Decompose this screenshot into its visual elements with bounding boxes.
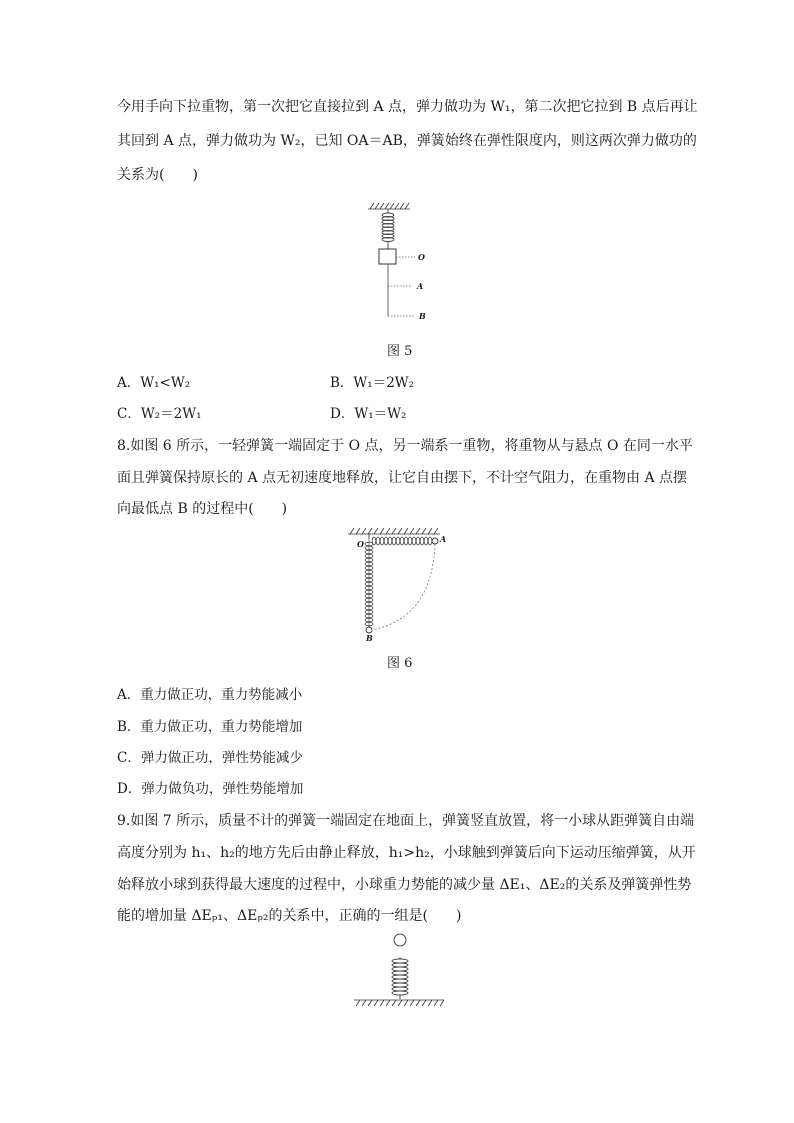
problem7-line-3: 关系为( ) xyxy=(117,167,198,183)
ground-hatch xyxy=(354,1000,444,1006)
problem7-option-c: C．W₂＝2W₁ xyxy=(117,406,202,422)
label-a: A xyxy=(440,534,447,544)
weight-position-a xyxy=(432,538,438,544)
problem9-line-4: 能的增加量 ΔEₚ₁、ΔEₚ₂的关系中，正确的一组是( ) xyxy=(117,908,462,924)
label-b: B xyxy=(366,633,373,643)
problem8-line-1: 8.如图 6 所示，一轻弹簧一端固定于 O 点，另一端系一重物，将重物从与悬点 O 在同一水平 xyxy=(117,438,693,454)
problem7-line-2: 其回到 A 点，弹力做功为 W₂，已知 OA＝AB，弹簧始终在弹性限度内，则这两次弹力做功的 xyxy=(117,133,697,149)
figure-5-caption: 图 5 xyxy=(387,344,413,359)
ceiling-hatch xyxy=(348,528,440,534)
trajectory-arc xyxy=(372,544,435,630)
spring xyxy=(382,209,394,249)
figure-7 xyxy=(350,930,450,1010)
spring xyxy=(392,957,408,999)
figure-6-caption: 图 6 xyxy=(387,656,413,671)
problem8-line-3: 向最低点 B 的过程中( ) xyxy=(117,501,288,517)
weight-block xyxy=(379,249,396,264)
problem8-option-d: D．弹力做负功，弹性势能增加 xyxy=(117,781,304,797)
figure-5 xyxy=(360,200,460,324)
label-a: A xyxy=(417,281,424,291)
problem9-line-1: 9.如图 7 所示，质量不计的弹簧一端固定在地面上，弹簧竖直放置，将一小球从距弹簧自由端 xyxy=(117,813,695,829)
problem7-option-b: B．W₁＝2W₂ xyxy=(330,375,415,391)
problem9-line-2: 高度分别为 h₁、h₂的地方先后由静止释放，h₁>h₂，小球触到弹簧后向下运动压缩弹簧，从开 xyxy=(117,845,696,861)
problem8-option-b: B．重力做正功，重力势能增加 xyxy=(117,719,303,735)
label-o: O xyxy=(418,252,425,262)
horizontal-spring xyxy=(372,537,432,545)
ceiling-hatch xyxy=(368,203,410,209)
label-b: B xyxy=(419,311,426,321)
problem7-option-a: A．W₁<W₂ xyxy=(117,375,191,391)
ball xyxy=(394,934,406,946)
problem8-option-c: C．弹力做正功，弹性势能减少 xyxy=(117,750,303,766)
problem8-option-a: A．重力做正功，重力势能减小 xyxy=(117,687,303,703)
problem7-line-1: 今用手向下拉重物，第一次把它直接拉到 A 点，弹力做功为 W₁，第二次把它拉到 B 点后再让 xyxy=(117,99,698,115)
problem7-option-d: D．W₁＝W₂ xyxy=(330,406,407,422)
label-o: O xyxy=(357,539,364,549)
problem8-line-2: 面且弹簧保持原长的 A 点无初速度地释放，让它自由摆下，不计空气阻力，在重物由 A 点摆 xyxy=(117,470,688,486)
figure-6 xyxy=(340,526,450,644)
problem9-line-3: 始释放小球到获得最大速度的过程中，小球重力势能的减少量 ΔE₁、ΔE₂的关系及弹簧弹性势 xyxy=(117,877,692,893)
